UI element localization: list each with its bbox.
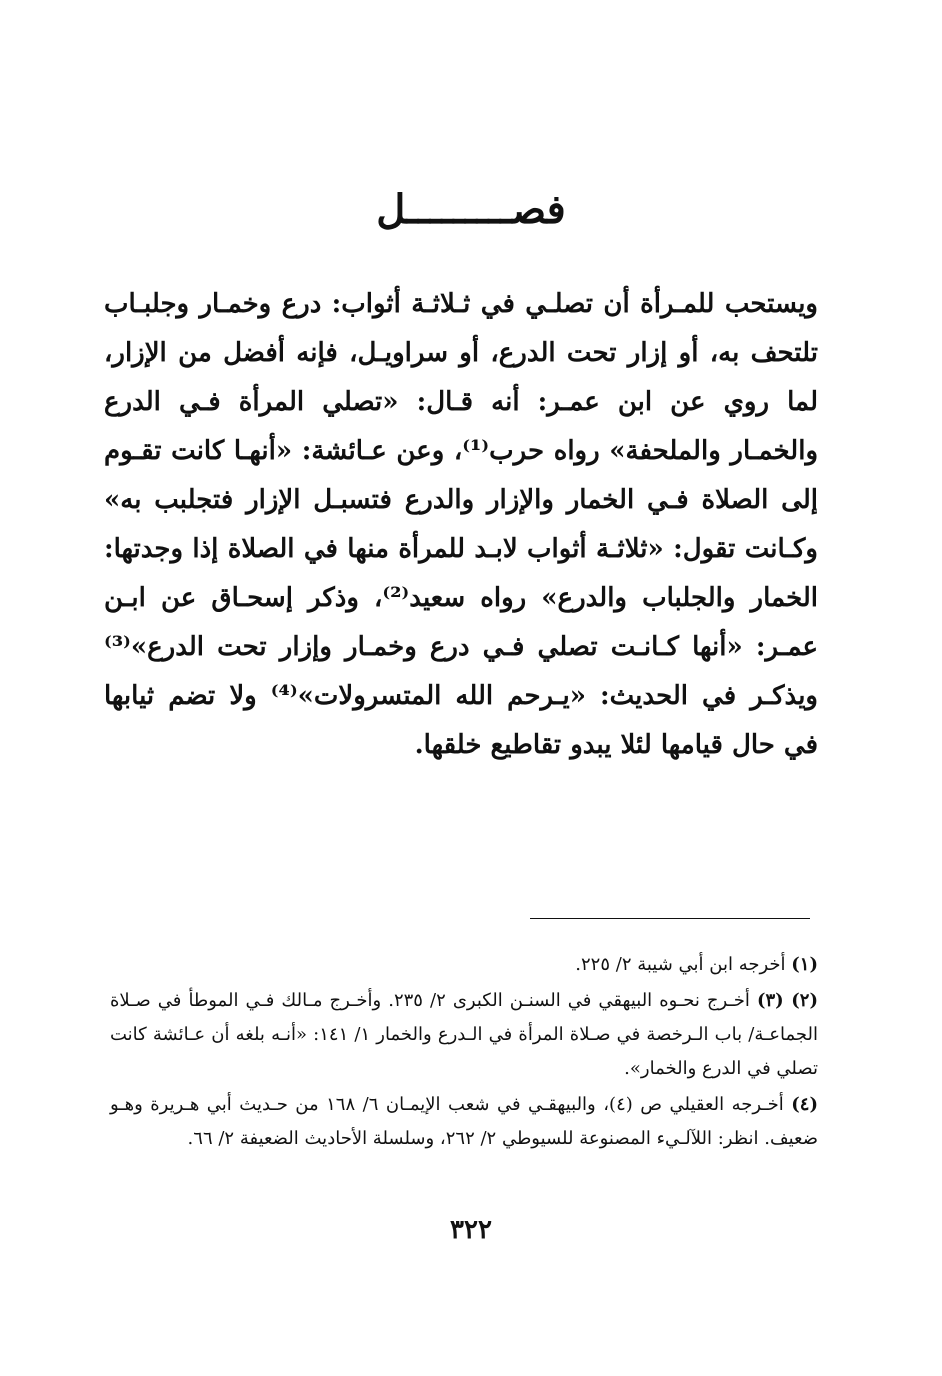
section-heading-text: فصـــــــــل bbox=[376, 186, 566, 233]
footnote-3 bbox=[110, 1088, 818, 1156]
footnote-divider bbox=[530, 918, 810, 919]
page-number: ٣٢٢ bbox=[450, 1215, 492, 1245]
body-paragraph bbox=[104, 280, 818, 770]
footnote-3-mark: (٤) bbox=[791, 1094, 818, 1115]
body-paragraph-text: ويستحب للمـرأة أن تصلـي في ثـلاثـة أثواب: درع وخمـار وجلبـاب تلتحف به، أو إزار تحت الدرع، أو سراويـل، فإنه أفضل من الإزار، لما روي عن ابن عمـر: أنه قـال: «تصلي المرأة فـي الدرع والخمـار والملحفة» رواه حرب⁽¹⁾، وعن عـائشة: «أنهـا كانت تقـوم إلى الصلاة فـي الخمار والإزار والدرع فتسبـل الإزار فتجلبب به» وكـانت تقول: «ثلاثـة أثواب لابـد للمرأة منها في الصلاة إذا وجدتها: الخمار والجلباب والدرع» رواه سعيد⁽²⁾، وذكر إسحـاق عن ابـن عمـر: «أنها كـانـت تصلي فـي درع وخمـار وإزار تحت الدرع»⁽³⁾ ويذكـر في الحديث: «يـرحم الله المتسرولات»⁽⁴⁾ ولا تضم ثيابها في حال قيامها لئلا يبدو تقاطيع خلقها. bbox=[104, 289, 819, 760]
section-heading bbox=[0, 180, 942, 240]
footnote-2 bbox=[110, 984, 818, 1086]
footnote-1 bbox=[110, 948, 818, 982]
footnote-2-text: أخـرج نحـوه البيهقي في السنـن الكبرى ٢/ ٢٣٥. وأخـرج مـالك فـي الموطأ في صـلاة الجماعـة/ باب الـرخصة في صـلاة المرأة في الـدرع والخمار ١/ ١٤١: «أنـه بلغه أن عـائشة كانت تصلي في الدرع والخمار». bbox=[110, 990, 818, 1079]
footnote-2-mark: (٢) (٣) bbox=[756, 990, 818, 1011]
footnote-3-text: أخـرجه العقيلي ص (٤)، والبيهقـي في شعب الإيمـان ٦/ ١٦٨ من حـديث أبي هـريرة وهـو ضعيف. انظر: اللآلـيء المصنوعة للسيوطي ٢/ ٢٦٢، وسلسلة الأحاديث الضعيفة ٢/ ٦٦. bbox=[110, 1094, 818, 1149]
footnotes bbox=[110, 948, 818, 1158]
footnote-1-text: أخرجه ابن أبي شيبة ٢/ ٢٢٥. bbox=[575, 954, 786, 975]
footnote-1-mark: (١) bbox=[791, 954, 818, 975]
